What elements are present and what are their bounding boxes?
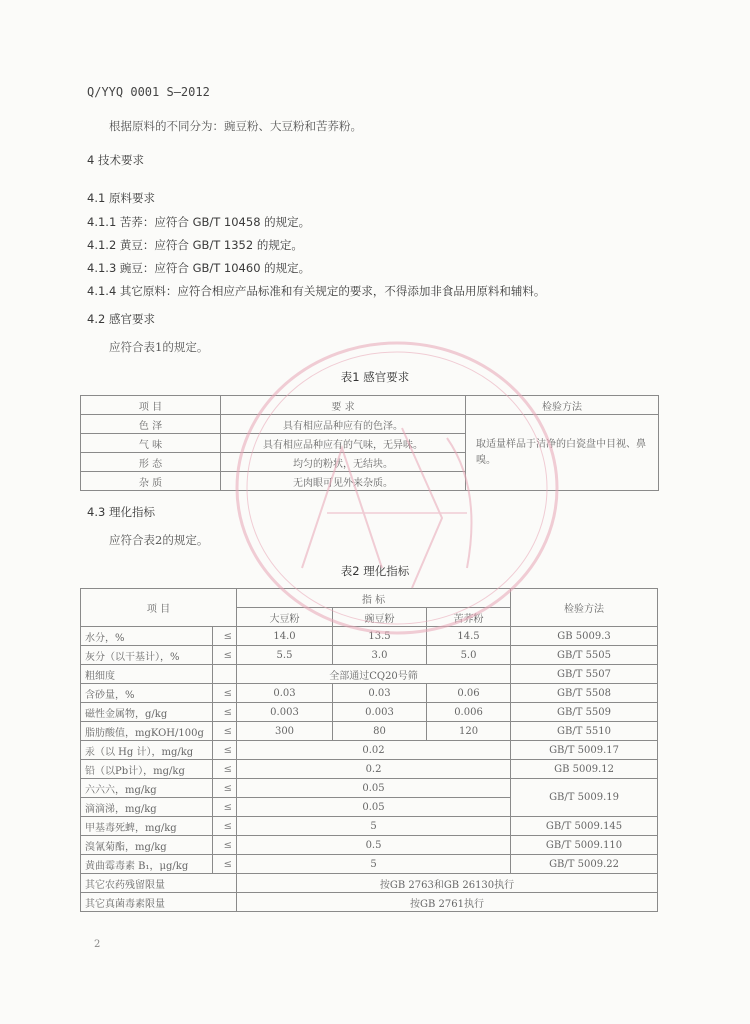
table-row [81,684,658,703]
row-symbol: ≤ [213,836,237,855]
value-buckwheat: 5.0 [427,646,511,665]
table-row [81,779,658,798]
table-row [81,415,659,434]
row-method: GB 5009.12 [511,760,658,779]
row-name: 粗细度 [81,665,213,684]
value-soy: 0.03 [237,684,333,703]
row-method: GB/T 5508 [511,684,658,703]
value-merged: 0.2 [237,760,511,779]
row-name: 六六六，mg/kg [81,779,213,798]
value-pea: 13.5 [333,627,427,646]
heading-4: 4 技术要求 [87,153,144,167]
table-row [81,646,658,665]
heading-4-1: 4.1 原料要求 [87,191,155,205]
value-merged: 0.05 [237,779,511,798]
value-merged: 0.05 [237,798,511,817]
row-name: 滴滴涕，mg/kg [81,798,213,817]
row-symbol: ≤ [213,741,237,760]
value-pea: 0.03 [333,684,427,703]
table2-sub-pea: 豌豆粉 [333,608,427,627]
table2-sub-soy: 大豆粉 [237,608,333,627]
table-row [81,589,658,608]
row-method: GB/T 5009.145 [511,817,658,836]
value-pea: 3.0 [333,646,427,665]
row-method: GB/T 5009.110 [511,836,658,855]
table-row [81,741,658,760]
row-name: 其它真菌毒素限量 [81,893,237,912]
row-symbol [213,665,237,684]
row-name: 铅（以Pb计），mg/kg [81,760,213,779]
row-method: GB/T 5507 [511,665,658,684]
row-symbol: ≤ [213,627,237,646]
value-buckwheat: 0.06 [427,684,511,703]
value-merged: 5 [237,817,511,836]
heading-4-3: 4.3 理化指标 [87,505,155,519]
row-symbol: ≤ [213,817,237,836]
row-name: 黄曲霉毒素 B₁，μg/kg [81,855,213,874]
row-method: GB/T 5509 [511,703,658,722]
row-name: 含砂量，% [81,684,213,703]
row-name: 脂肪酸值，mgKOH/100g [81,722,213,741]
table1-header-method: 检验方法 [466,396,659,415]
classification-text: 根据原料的不同分为：豌豆粉、大豆粉和苦荞粉。 [109,119,362,133]
row-symbol: ≤ [213,684,237,703]
value-buckwheat: 120 [427,722,511,741]
row-name: 溴氰菊酯，mg/kg [81,836,213,855]
value-merged: 5 [237,855,511,874]
table1-header-req: 要 求 [221,396,466,415]
table-row [81,722,658,741]
value-full: 按GB 2763和GB 26130执行 [237,874,658,893]
sensory-table [80,395,659,491]
table-row [81,760,658,779]
value-merged: 全部通过CQ20号筛 [237,665,511,684]
row-symbol: ≤ [213,703,237,722]
row-method: GB/T 5510 [511,722,658,741]
table2-header-index: 指 标 [237,589,511,608]
table1-item: 气 味 [81,434,221,453]
value-soy: 300 [237,722,333,741]
table1-header-item: 项 目 [81,396,221,415]
table1-req: 无肉眼可见外来杂质。 [221,472,466,491]
row-name: 水分，% [81,627,213,646]
table-row [81,627,658,646]
clause-4-1-4: 4.1.4 其它原料：应符合相应产品标准和有关规定的要求，不得添加非食品用原料和辅料。 [87,284,546,298]
table1-item: 形 态 [81,453,221,472]
table2-caption: 表2 理化指标 [340,564,410,578]
row-name: 磁性金属物，g/kg [81,703,213,722]
table-row [81,817,658,836]
row-symbol: ≤ [213,722,237,741]
row-symbol: ≤ [213,855,237,874]
table2-header-item: 项 目 [81,589,237,627]
row-method: GB/T 5505 [511,646,658,665]
row-name: 甲基毒死蜱，mg/kg [81,817,213,836]
table1-item: 杂 质 [81,472,221,491]
table1-method: 取适量样品于洁净的白瓷盘中目视、鼻嗅。 [466,415,659,491]
table-row [81,665,658,684]
value-soy: 0.003 [237,703,333,722]
clause-4-1-2: 4.1.2 黄豆：应符合 GB/T 1352 的规定。 [87,238,303,252]
table1-item: 色 泽 [81,415,221,434]
value-full: 按GB 2761执行 [237,893,658,912]
table2-sub-buckwheat: 苦荞粉 [427,608,511,627]
table1-req: 均匀的粉状，无结块。 [221,453,466,472]
row-name: 其它农药残留限量 [81,874,237,893]
doc-code: Q/YYQ 0001 S—2012 [87,85,210,99]
physchem-note: 应符合表2的规定。 [109,533,209,547]
table1-req: 具有相应品种应有的气味，无异味。 [221,434,466,453]
value-buckwheat: 14.5 [427,627,511,646]
row-method: GB/T 5009.19 [511,779,658,817]
value-merged: 0.5 [237,836,511,855]
value-buckwheat: 0.006 [427,703,511,722]
row-name: 汞（以 Hg 计），mg/kg [81,741,213,760]
physchem-table [80,588,658,912]
table-row [81,396,659,415]
table1-caption: 表1 感官要求 [340,370,410,384]
row-symbol: ≤ [213,760,237,779]
value-pea: 0.003 [333,703,427,722]
table2-header-method: 检验方法 [511,589,658,627]
row-symbol: ≤ [213,646,237,665]
value-soy: 14.0 [237,627,333,646]
row-method: GB/T 5009.17 [511,741,658,760]
value-pea: 80 [333,722,427,741]
row-symbol: ≤ [213,798,237,817]
row-method: GB/T 5009.22 [511,855,658,874]
table-row [81,703,658,722]
clause-4-1-3: 4.1.3 豌豆：应符合 GB/T 10460 的规定。 [87,261,311,275]
sensory-note: 应符合表1的规定。 [109,340,209,354]
value-merged: 0.02 [237,741,511,760]
value-soy: 5.5 [237,646,333,665]
clause-4-1-1: 4.1.1 苦荞：应符合 GB/T 10458 的规定。 [87,215,311,229]
table-row [81,855,658,874]
row-symbol: ≤ [213,779,237,798]
row-name: 灰分（以干基计），% [81,646,213,665]
row-method: GB 5009.3 [511,627,658,646]
table1-req: 具有相应品种应有的色泽。 [221,415,466,434]
table-row [81,836,658,855]
table-row [81,893,658,912]
page-number: 2 [94,939,101,950]
table-row [81,874,658,893]
heading-4-2: 4.2 感官要求 [87,312,155,326]
